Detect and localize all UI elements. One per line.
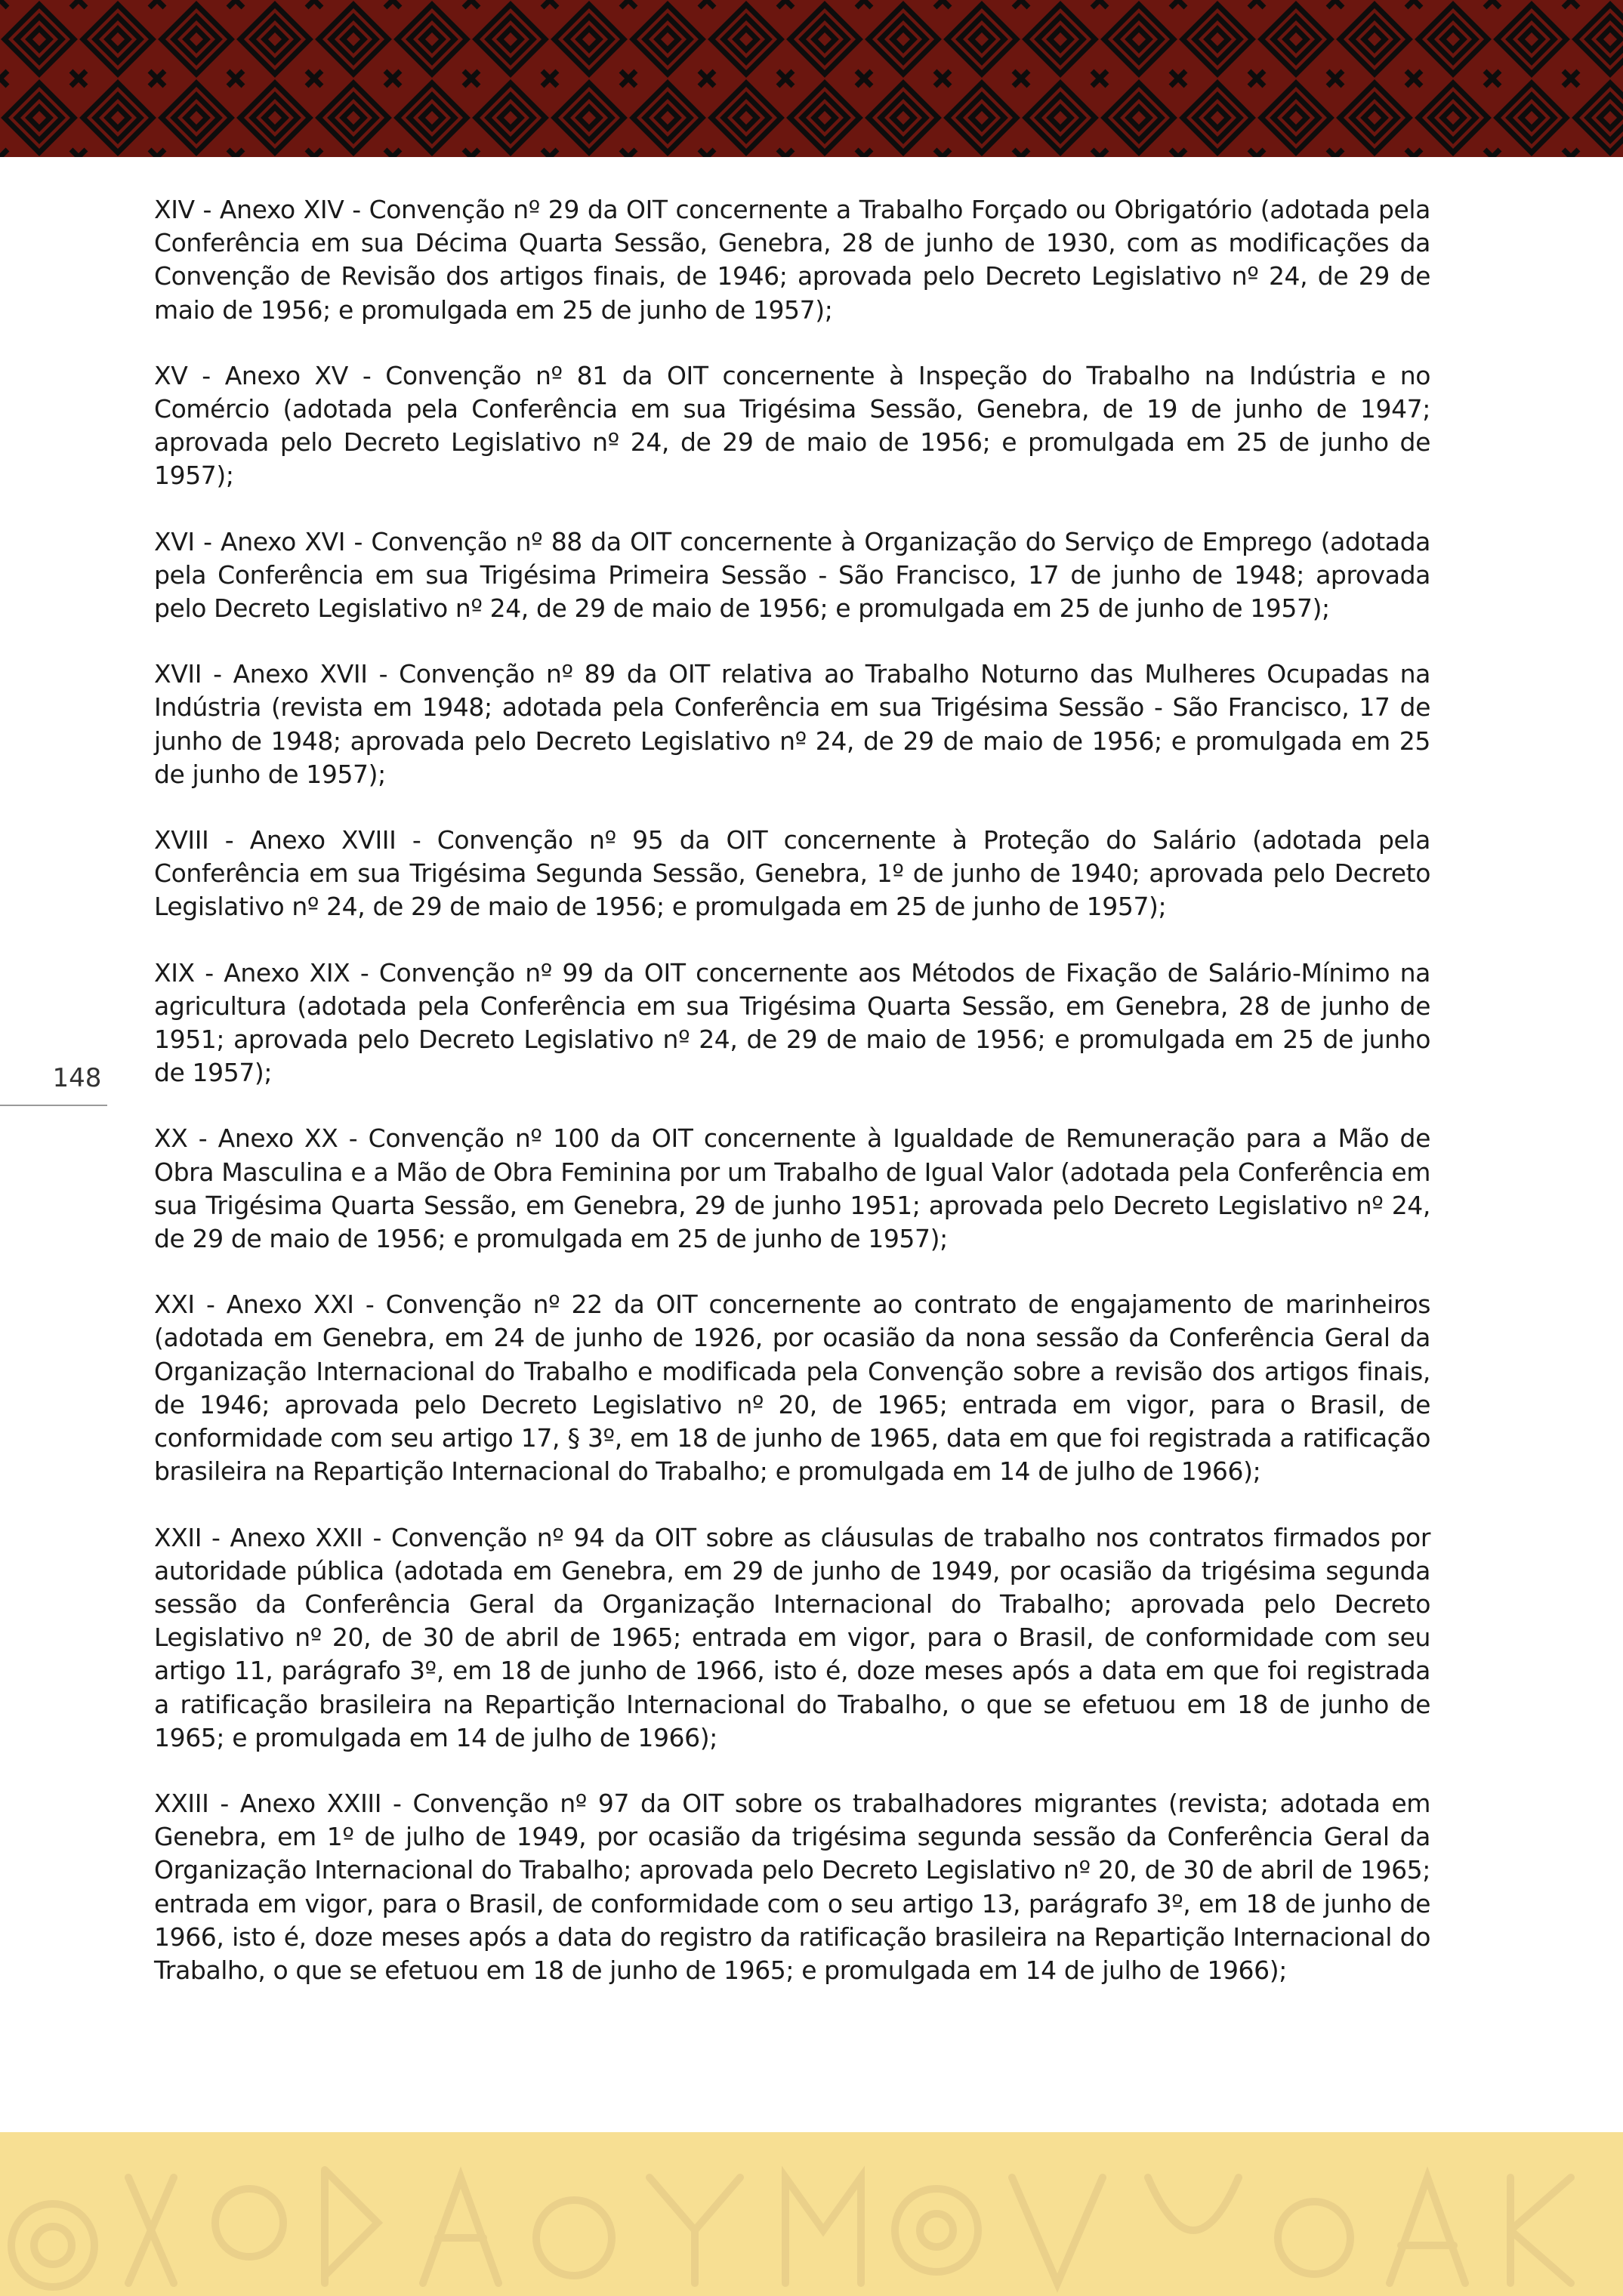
- annex-paragraph-xxiii: XXIII - Anexo XXIII - Convenção nº 97 da OIT sobre os trabalhadores migrantes (revista; adotada em Genebra, em 1º de julho de 1949, por ocasião da trigésima segunda sessão da Conferência Geral da Organização Internacional do Trabalho; aprovada pelo Decreto Legislativo nº 20, de 30 de abril de 1965; entrada em vigor, para o Brasil, de conformidade com o seu artigo 13, parágrafo 3º, em 18 de junho de 1966, isto é, doze meses após a data do registro da ratificação brasileira na Repartição Internacional do Trabalho, o que se efetuou em 18 de junho de 1965; e promulgada em 14 de julho de 1966);: [154, 1788, 1430, 1985]
- annex-paragraph-xvi: XVI - Anexo XVI - Convenção nº 88 da OIT concernente à Organização do Serviço de Emprego (adotada pela Conferência em sua Trigésima Primeira Sessão - São Francisco, 17 de junho de 1948; aprovada pelo Decreto Legislativo nº 24, de 29 de maio de 1956; e promulgada em 25 de junho de 1957);: [154, 526, 1430, 624]
- annex-paragraph-xv: XV - Anexo XV - Convenção nº 81 da OIT concernente à Inspeção do Trabalho na Indústria e no Comércio (adotada pela Conferência em sua Trigésima Sessão, Genebra, de 19 de junho de 1947; aprovada pelo Decreto Legislativo nº 24, de 29 de maio de 1956; e promulgada em 25 de junho de 1957);: [154, 360, 1430, 491]
- annex-paragraph-xvii: XVII - Anexo XVII - Convenção nº 89 da OIT relativa ao Trabalho Noturno das Mulheres Ocupadas na Indústria (revista em 1948; adotada pela Conferência em sua Trigésima Sessão - São Francisco, 17 de junho de 1948; aprovada pelo Decreto Legislativo nº 24, de 29 de maio de 1956; e promulgada em 25 de junho de 1957);: [154, 659, 1430, 789]
- annex-paragraph-xviii: XVIII - Anexo XVIII - Convenção nº 95 da OIT concernente à Proteção do Salário (adotada pela Conferência em sua Trigésima Segunda Sessão, Genebra, 1º de junho de 1940; aprovada pelo Decreto Legislativo nº 24, de 29 de maio de 1956; e promulgada em 25 de junho de 1957);: [154, 825, 1430, 922]
- document-body: [154, 193, 1430, 2020]
- bottom-decorative-band: [0, 2132, 1623, 2296]
- page-number-divider: [0, 1105, 107, 1106]
- annex-paragraph-xix: XIX - Anexo XIX - Convenção nº 99 da OIT concernente aos Métodos de Fixação de Salário-Mínimo na agricultura (adotada pela Conferência em sua Trigésima Quarta Sessão, em Genebra, 28 de junho de 1951; aprovada pelo Decreto Legislativo nº 24, de 29 de maio de 1956; e promulgada em 25 de junho de 1957);: [154, 957, 1430, 1088]
- annex-paragraph-xx: XX - Anexo XX - Convenção nº 100 da OIT concernente à Igualdade de Remuneração para a Mão de Obra Masculina e a Mão de Obra Feminina por um Trabalho de Igual Valor (adotada pela Conferência em sua Trigésima Quarta Sessão, em Genebra, 29 de junho 1951; aprovada pelo Decreto Legislativo nº 24, de 29 de maio de 1956; e promulgada em 25 de junho de 1957);: [154, 1123, 1430, 1254]
- annex-paragraph-xxii: XXII - Anexo XXII - Convenção nº 94 da OIT sobre as cláusulas de trabalho nos contratos firmados por autoridade pública (adotada em Genebra, em 29 de junho de 1949, por ocasião da trigésima segunda sessão da Conferência Geral da Organização Internacional do Trabalho; aprovada pelo Decreto Legislativo nº 20, de 30 de abril de 1965; entrada em vigor, para o Brasil, de conformidade com seu artigo 11, parágrafo 3º, em 18 de junho de 1966, isto é, doze meses após a data em que foi registrada a ratificação brasileira na Repartição Internacional do Trabalho, o que se efetuou em 18 de junho de 1965; e promulgada em 14 de julho de 1966);: [154, 1522, 1430, 1752]
- page-number: 148: [52, 1063, 102, 1093]
- annex-paragraph-xiv: XIV - Anexo XIV - Convenção nº 29 da OIT concernente a Trabalho Forçado ou Obrigatório (adotada pela Conferência em sua Décima Quarta Sessão, Genebra, 28 de junho de 1930, com as modificações da Convenção de Revisão dos artigos finais, de 1946; aprovada pelo Decreto Legislativo nº 24, de 29 de maio de 1956; e promulgada em 25 de junho de 1957);: [154, 195, 1430, 325]
- annex-paragraph-xxi: XXI - Anexo XXI - Convenção nº 22 da OIT concernente ao contrato de engajamento de marinheiros (adotada em Genebra, em 24 de junho de 1926, por ocasião da nona sessão da Conferência Geral da Organização Internacional do Trabalho e modificada pela Convenção sobre a revisão dos artigos finais, de 1946; aprovada pelo Decreto Legislativo nº 20, de 1965; entrada em vigor, para o Brasil, de conformidade com seu artigo 17, § 3º, em 18 de junho de 1965, data em que foi registrada a ratificação brasileira na Repartição Internacional do Trabalho; e promulgada em 14 de julho de 1966);: [154, 1290, 1430, 1487]
- top-decorative-band: [0, 0, 1623, 157]
